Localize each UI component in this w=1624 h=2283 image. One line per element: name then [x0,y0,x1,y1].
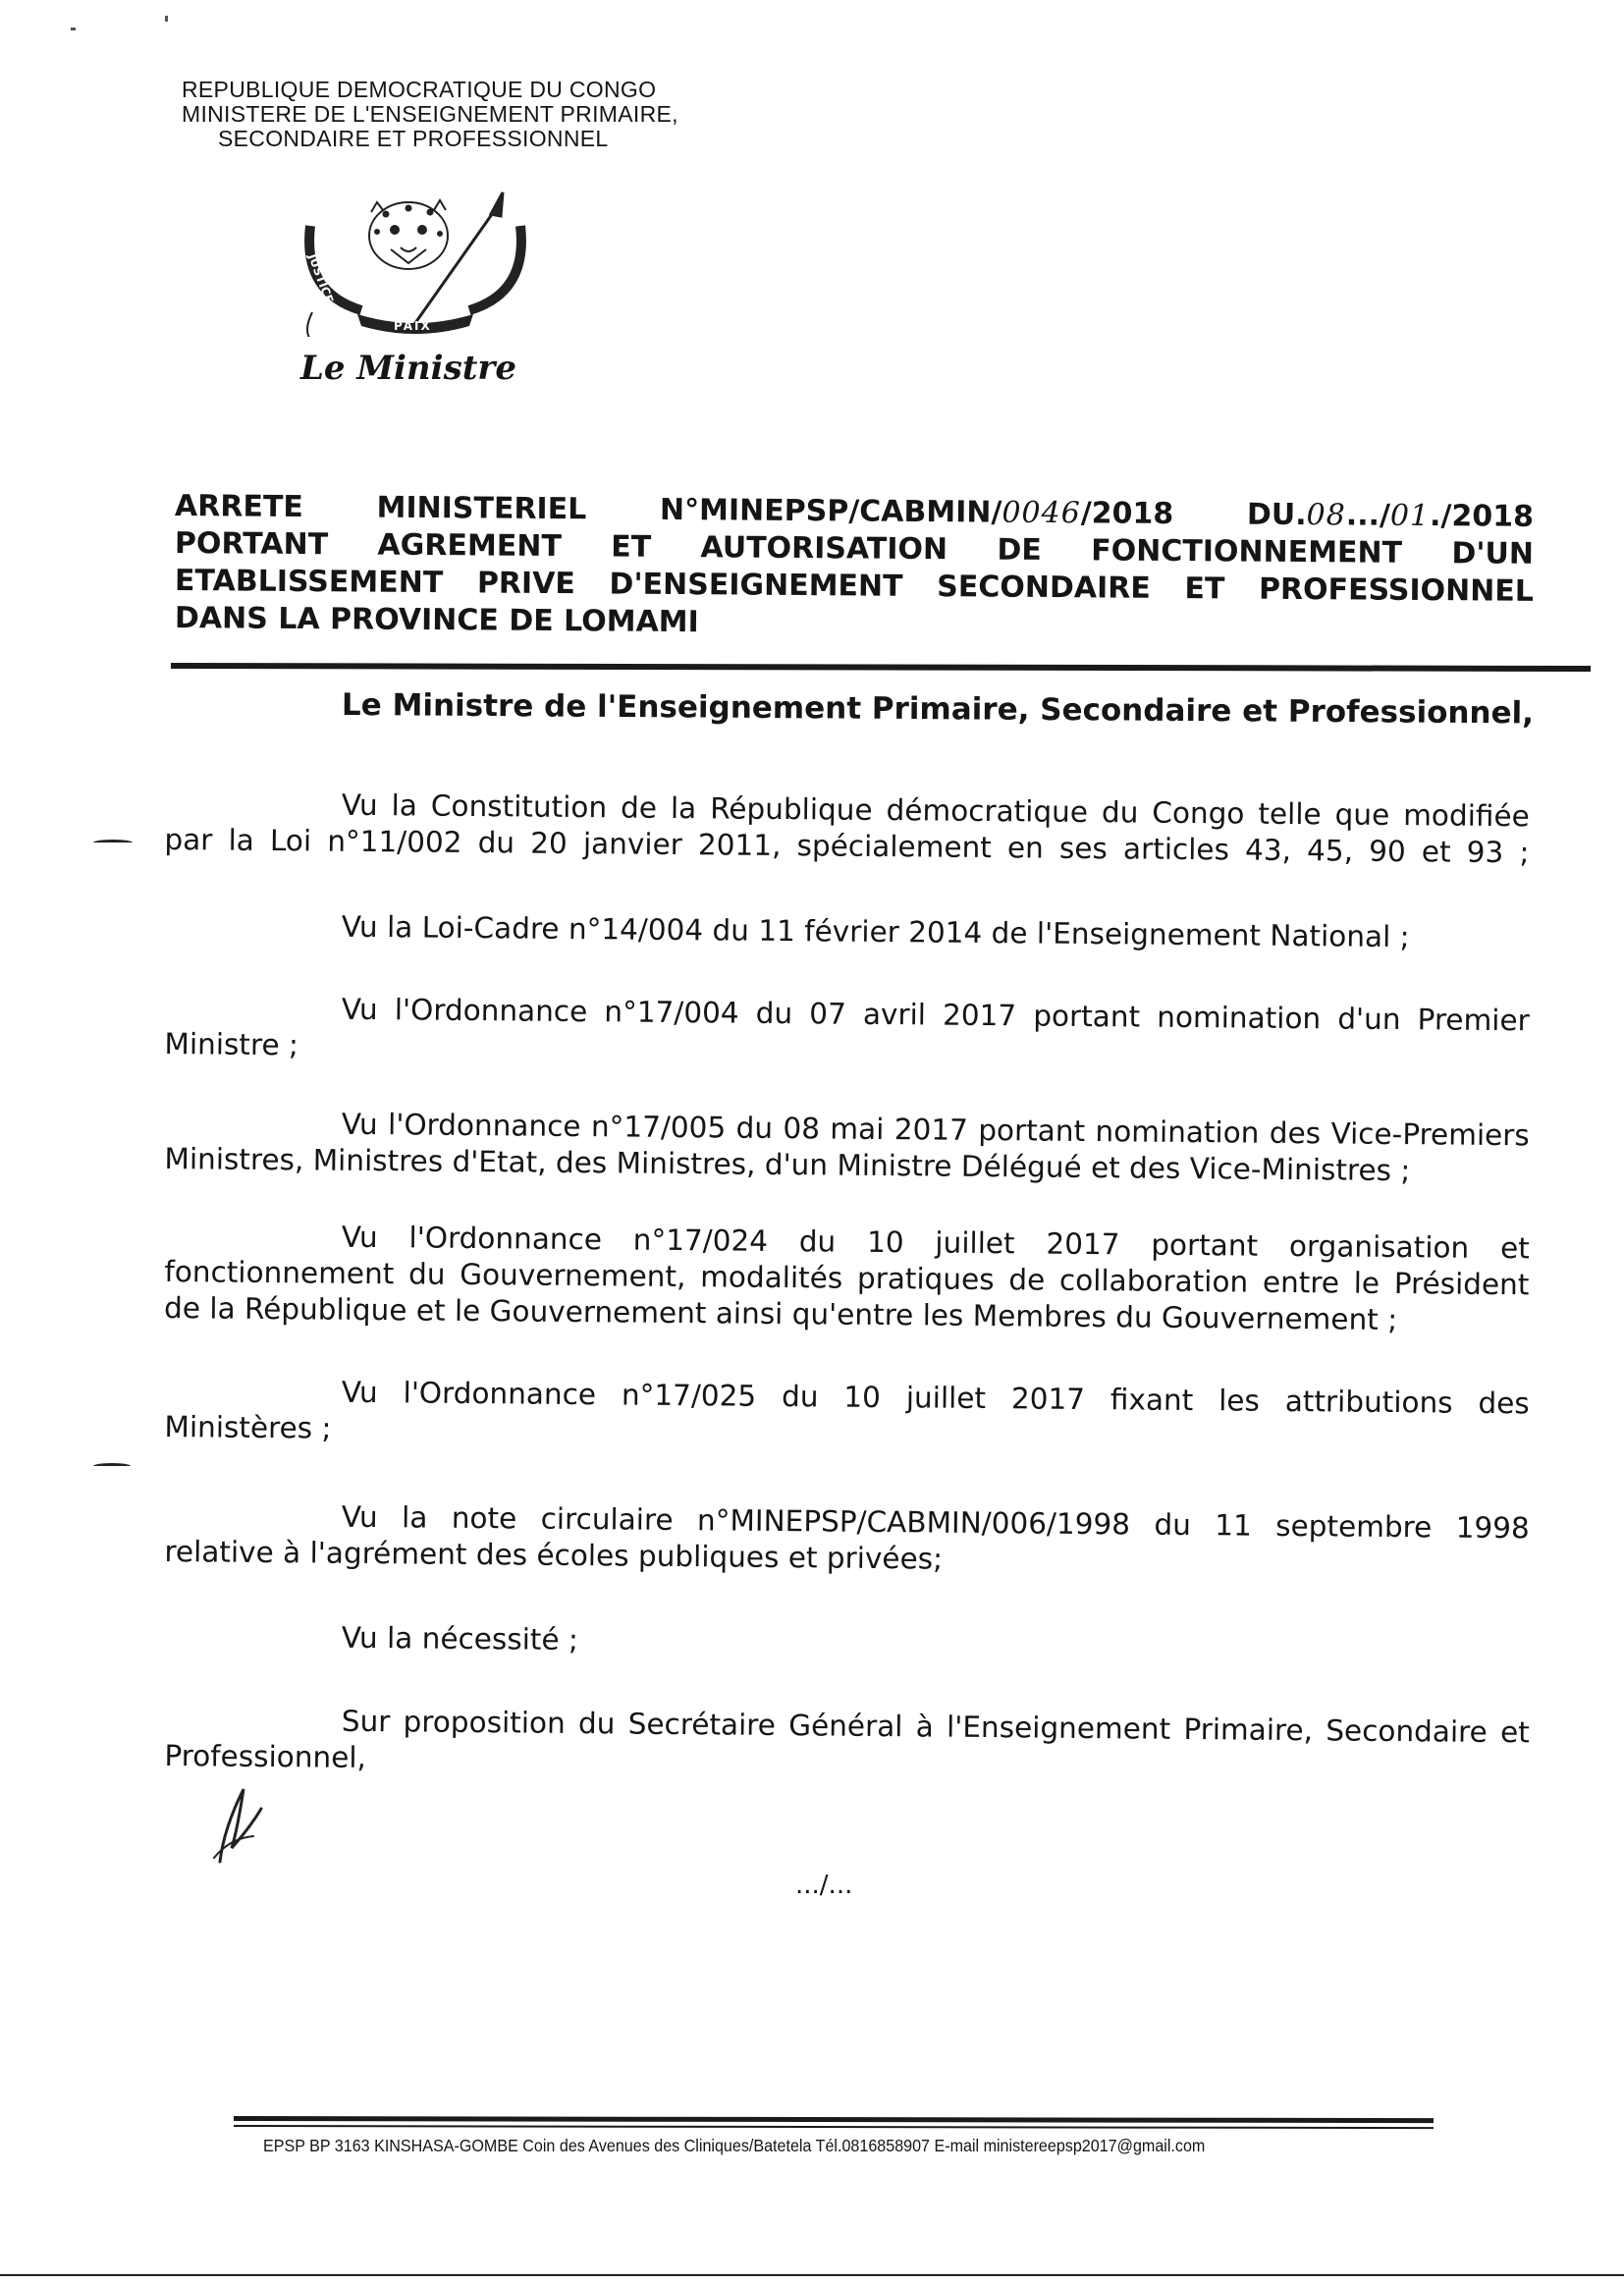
para-line: Vu la Constitution de la République démocratique du Congo telle que modifiée [341,788,1530,834]
vu-ordonnance-17-025 [164,1373,1530,1458]
vu-note-circulaire [164,1497,1530,1583]
scan-speck [71,27,76,30]
para-line: de la République et le Gouvernement ainsi qu'entre les Membres du Gouvernement ; [163,1290,1398,1337]
para-line: Professionnel, [164,1738,367,1774]
decree-title-mid: /2018 DU. [1080,496,1307,533]
para-line: Vu l'Ordonnance n°17/025 du 10 juillet 2017 fixant les attributions des [341,1375,1530,1421]
decree-date-separator: .../ [1345,498,1391,533]
sur-proposition [164,1702,1530,1787]
decree-title-line4: DANS LA PROVINCE DE LOMAMI [174,601,699,640]
margin-dash-mark [93,1463,131,1469]
para-line: Vu l'Ordonnance n°17/005 du 08 mai 2017 portant nomination des Vice-Premiers [341,1107,1530,1153]
footer-address: EPSP BP 3163 KINSHASA-GOMBE Coin des Avenues des Cliniques/Batetela Tél.0816858907 E-mail ministereepsp2017@gmail.com [263,2136,1206,2155]
para-line: Vu la note circulaire n°MINEPSP/CABMIN/006/1998 du 11 septembre 1998 [341,1499,1530,1546]
header-ministry-line2: SECONDAIRE ET PROFESSIONNEL [218,126,609,151]
para-line: Ministre ; [164,1026,299,1062]
para-line: par la Loi n°11/002 du 20 janvier 2011, spécialement en ses articles 43, 45, 90 et 93 ; [164,822,1530,870]
motto-right: TRAVAIL [488,217,521,274]
decree-day-handwritten: 08 [1306,498,1346,533]
coat-of-arms-seal [293,185,538,337]
motto-bottom: PAIX [394,319,432,333]
footer-rule-thin [234,2125,1434,2129]
scan-speck [165,16,168,22]
vu-constitution [164,786,1530,871]
vu-ordonnance-17-005 [164,1105,1530,1190]
spear-icon [410,192,503,330]
scan-edge-line [0,2274,1624,2276]
signatory-title: Le Ministre [300,349,516,388]
header-country: REPUBLIQUE DEMOCRATIQUE DU CONGO [182,77,657,102]
title-underline-rule [171,663,1591,672]
para-line: Vu la nécessité ; [341,1620,579,1658]
para-line: relative à l'agrément des écoles publiques et privées; [164,1534,944,1576]
para-line: Sur proposition du Secrétaire Général à l'Enseignement Primaire, Secondaire et [341,1704,1530,1750]
decree-title-line2: PORTANT AGREMENT ET AUTORISATION DE FONCTIONNEMENT D'UN [174,526,1535,571]
page-continuation-mark: .../... [795,1871,853,1900]
preamble: Le Ministre de l'Enseignement Primaire, Secondaire et Professionnel, [341,687,1535,732]
footer-rule [234,2116,1434,2123]
para-line: fonctionnement du Gouvernement, modalités pratiques de collaboration entre le Président [164,1254,1530,1302]
vu-ordonnance-17-004 [164,990,1530,1075]
decree-title-line3: ETABLISSEMENT PRIVE D'ENSEIGNEMENT SECONDAIRE ET PROFESSIONNEL [174,564,1535,609]
vu-necessite [165,1618,1530,1667]
vu-loi-cadre [165,907,1530,956]
para-line: Ministères ; [164,1409,332,1445]
para-line: Vu l'Ordonnance n°17/004 du 07 avril 2017 portant nomination d'un Premier [341,992,1530,1038]
header-ministry-line1: MINISTERE DE L'ENSEIGNEMENT PRIMAIRE, [182,101,678,127]
para-line: Vu la Loi-Cadre n°14/004 du 11 février 2014 de l'Enseignement National ; [341,909,1410,954]
vu-ordonnance-17-024 [164,1218,1530,1339]
para-line: Ministres, Ministres d'Etat, des Ministres, d'un Ministre Délégué et des Vice-Ministres ; [164,1141,1411,1188]
margin-dash-mark [93,840,133,845]
handwritten-initial [210,1779,269,1868]
leopard-head-icon [369,200,448,269]
para-line: Vu l'Ordonnance n°17/024 du 10 juillet 2017 portant organisation et [341,1220,1530,1266]
decree-number-handwritten: 0046 [1001,495,1081,531]
decree-year: ./2018 [1429,499,1535,534]
decree-title-prefix: ARRETE MINISTERIEL N°MINEPSP/CABMIN/ [174,489,1002,530]
decree-month-handwritten: 01 [1389,498,1431,534]
motto-left: JUSTICE [305,251,337,305]
